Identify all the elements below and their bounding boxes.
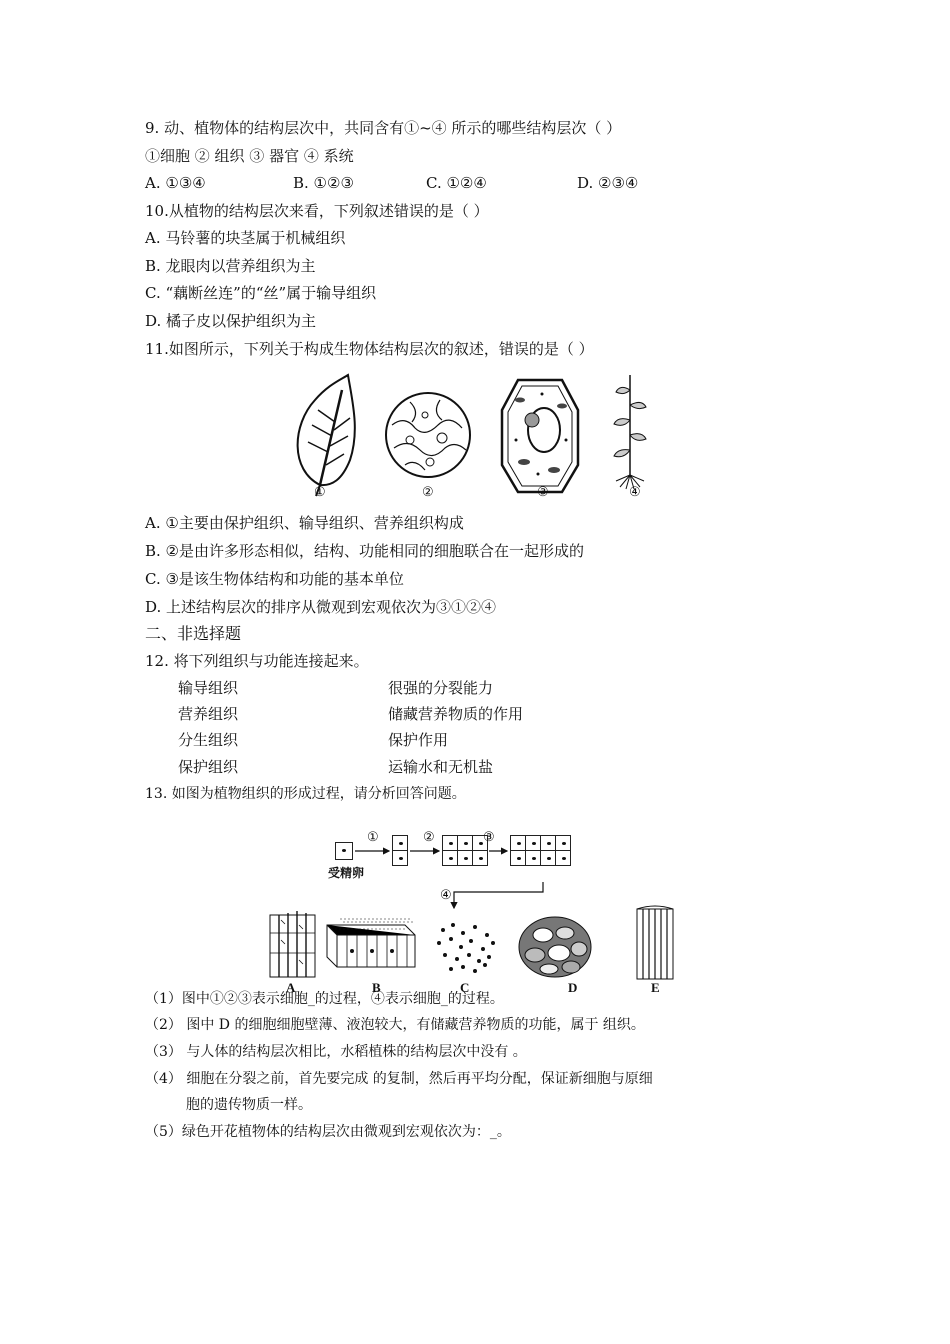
q12-function-4: 运输水和无机盐	[388, 758, 494, 776]
q13-tissues-figure	[265, 905, 685, 985]
q13-step-1: ①	[367, 829, 379, 844]
tissue-illustration	[386, 393, 470, 477]
q11-option-d: D. 上述结构层次的排序从微观到宏观依次为③①②④	[145, 598, 497, 616]
q10-option-b: B. 龙眼肉以营养组织为主	[145, 257, 316, 275]
q12-tissue-4: 保护组织	[178, 758, 239, 776]
q12-function-1: 很强的分裂能力	[388, 679, 494, 697]
q11-option-b: B. ②是由许多形态相似，结构、功能相同的细胞联合在一起形成的	[145, 542, 585, 560]
q13-sub-3: （3） 与人体的结构层次相比，水稻植株的结构层次中没有 。	[145, 1044, 527, 1060]
q13-step-2: ②	[423, 829, 435, 844]
q12-function-3: 保护作用	[388, 731, 449, 749]
q10-stem: 10.从植物的结构层次来看，下列叙述错误的是（ ）	[145, 202, 489, 220]
q9-option-c: C. ①②④	[426, 174, 487, 192]
q9-option-d: D. ②③④	[577, 174, 639, 192]
q9-option-a: A. ①③④	[145, 174, 206, 192]
q11-label-1: ①	[314, 484, 326, 499]
q13-sub-4-cont: 胞的遗传物质一样。	[186, 1097, 312, 1113]
plant-illustration	[614, 375, 646, 489]
tissue-b-illustration	[327, 919, 415, 967]
q10-option-c: C. “藕断丝连”的“丝”属于输导组织	[145, 284, 377, 302]
q9-stem: 9. 动、植物体的结构层次中，共同含有①~④ 所示的哪些结构层次（ ）	[145, 119, 622, 137]
q11-option-c: C. ③是该生物体结构和功能的基本单位	[145, 570, 404, 588]
zygote-label: 受精卵	[328, 866, 365, 880]
q12-function-2: 储藏营养物质的作用	[388, 705, 524, 723]
q13-step-3: ③	[483, 829, 495, 844]
tissue-e-illustration	[637, 906, 673, 979]
q9-options	[145, 173, 745, 193]
cell-illustration	[502, 380, 578, 492]
tissue-a-illustration	[270, 911, 315, 977]
q9-items: ①细胞 ② 组织 ③ 器官 ④ 系统	[145, 147, 354, 165]
q12-tissue-3: 分生组织	[178, 731, 239, 749]
q10-option-d: D. 橘子皮以保护组织为主	[145, 312, 317, 330]
q11-label-3: ③	[537, 484, 549, 499]
q11-option-a: A. ①主要由保护组织、输导组织、营养组织构成	[145, 514, 464, 532]
q12-tissue-1: 输导组织	[178, 679, 239, 697]
q11-figure	[280, 370, 660, 505]
q11-label-2: ②	[422, 484, 434, 499]
q13-stem: 13. 如图为植物组织的形成过程，请分析回答问题。	[145, 786, 466, 802]
tissue-label-b: B	[372, 980, 381, 995]
section-title: 二、非选择题	[145, 624, 242, 643]
tissue-label-a: A	[286, 980, 296, 995]
q13-sub-2: （2） 图中 D 的细胞细胞壁薄、液泡较大，有储藏营养物质的功能，属于 组织。	[145, 1017, 645, 1033]
q9-option-b: B. ①②③	[293, 174, 354, 192]
q13-sub-5: （5）绿色开花植物体的结构层次由微观到宏观依次为：_。	[145, 1124, 511, 1140]
tissue-d-illustration	[519, 917, 591, 977]
tissue-label-d: D	[568, 980, 578, 995]
q12-stem: 12. 将下列组织与功能连接起来。	[145, 652, 369, 670]
q13-sub-1: （1）图中①②③表示细胞_的过程，④表示细胞_的过程。	[145, 991, 504, 1007]
tissue-label-c: C	[460, 980, 470, 995]
q12-tissue-2: 营养组织	[178, 705, 239, 723]
q11-label-4: ④	[629, 484, 641, 499]
q13-step-4: ④	[440, 887, 452, 902]
q13-sub-4: （4） 细胞在分裂之前，首先要完成 的复制，然后再平均分配，保证新细胞与原细	[145, 1071, 653, 1087]
tissue-label-e: E	[651, 980, 660, 995]
tissue-c-illustration	[437, 923, 495, 973]
q10-option-a: A. 马铃薯的块茎属于机械组织	[145, 229, 346, 247]
leaf-illustration	[298, 375, 355, 496]
q11-stem: 11.如图所示，下列关于构成生物体结构层次的叙述，错误的是（ ）	[145, 340, 594, 358]
